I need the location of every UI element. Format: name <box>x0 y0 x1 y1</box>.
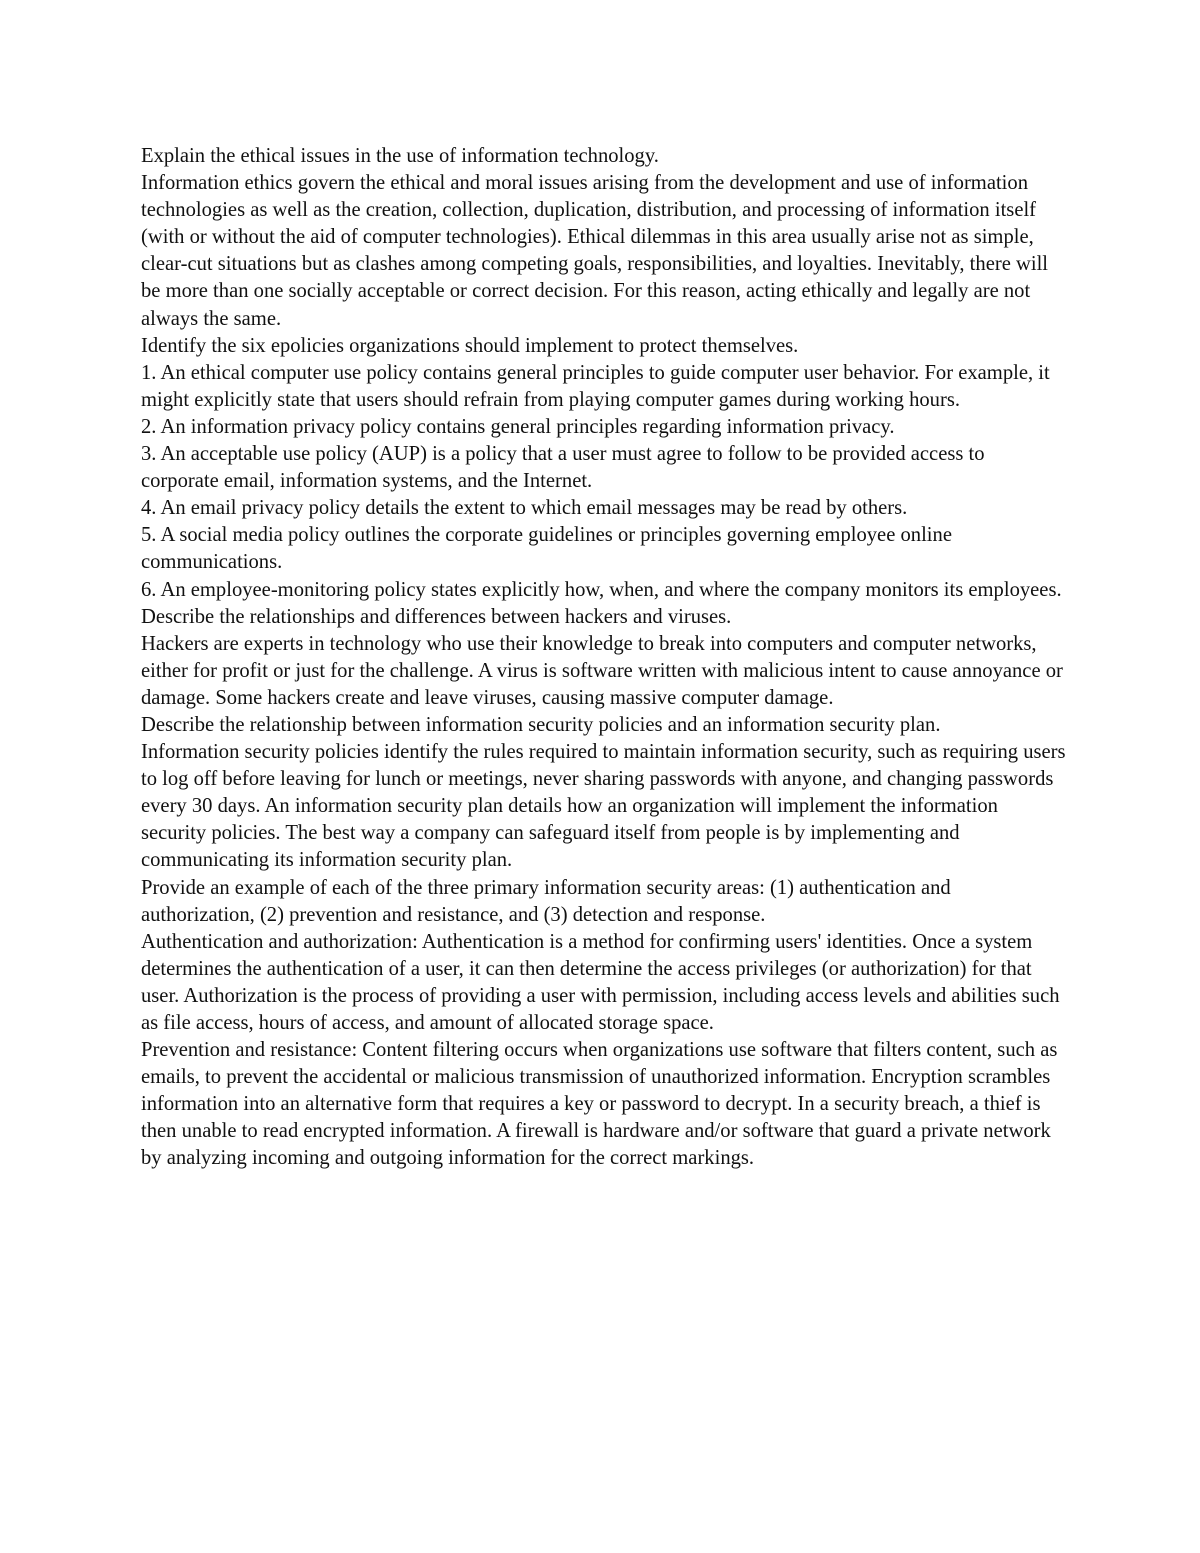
answer-paragraph: Prevention and resistance: Content filtering occurs when organizations use software that filters content, such as emails, to prevent the accidental or malicious transmission of unauthorized information. Encryption scrambles information into an alternative form that requires a key or password to decrypt. In a security breach, a thief is then unable to read encrypted information. A firewall is hardware and/or software that guard a private network by analyzing incoming and outgoing information for the correct markings. <box>141 1039 1058 1170</box>
list-item: 3. An acceptable use policy (AUP) is a policy that a user must agree to follow to be provided access to corporate email, information systems, and the Internet. <box>141 443 985 493</box>
question-heading: Describe the relationship between information security policies and an information security plan. <box>141 713 941 736</box>
answer-paragraph: Information security policies identify the rules required to maintain information security, such as requiring users to log off before leaving for lunch or meetings, never sharing passwords with anyone, and changing passwords every 30 days. An information security plan details how an organization will implement the information security policies. The best way a company can safeguard itself from people is by implementing and communicating its information security plan. <box>141 741 1066 872</box>
answer-paragraph: Authentication and authorization: Authentication is a method for confirming users' identities. Once a system determines the authentication of a user, it can then determine the access privileges (or authorization) for that user. Authorization is the process of providing a user with permission, including access levels and abilities such as file access, hours of access, and amount of allocated storage space. <box>141 930 1060 1034</box>
list-item: 1. An ethical computer use policy contains general principles to guide computer user behavior. For example, it might explicitly state that users should refrain from playing computer games during working hours. <box>141 361 1050 411</box>
answer-paragraph: Information ethics govern the ethical and moral issues arising from the development and use of information technologies as well as the creation, collection, duplication, distribution, and processing of information itself (with or without the aid of computer technologies). Ethical dilemmas in this area usually arise not as simple, clear-cut situations but as clashes among competing goals, responsibilities, and loyalties. Inevitably, there will be more than one socially acceptable or correct decision. For this reason, acting ethically and legally are not always the same. <box>141 172 1049 330</box>
question-heading: Provide an example of each of the three primary information security areas: (1) authentication and authorization, (2) prevention and resistance, and (3) detection and response. <box>141 876 951 926</box>
list-item: 6. An employee-monitoring policy states explicitly how, when, and where the company monitors its employees. <box>141 578 1062 601</box>
list-item: 2. An information privacy policy contains general principles regarding information privacy. <box>141 415 895 438</box>
document-body <box>141 143 1066 1173</box>
list-item: 5. A social media policy outlines the corporate guidelines or principles governing employee online communications. <box>141 524 952 574</box>
answer-paragraph: Hackers are experts in technology who use their knowledge to break into computers and computer networks, either for profit or just for the challenge. A virus is software written with malicious intent to cause annoyance or damage. Some hackers create and leave viruses, causing massive computer damage. <box>141 632 1063 709</box>
question-heading: Explain the ethical issues in the use of information technology. <box>141 145 659 167</box>
question-heading: Identify the six epolicies organizations should implement to protect themselves. <box>141 334 799 357</box>
question-heading: Describe the relationships and differences between hackers and viruses. <box>141 605 732 628</box>
list-item: 4. An email privacy policy details the extent to which email messages may be read by others. <box>141 497 908 520</box>
